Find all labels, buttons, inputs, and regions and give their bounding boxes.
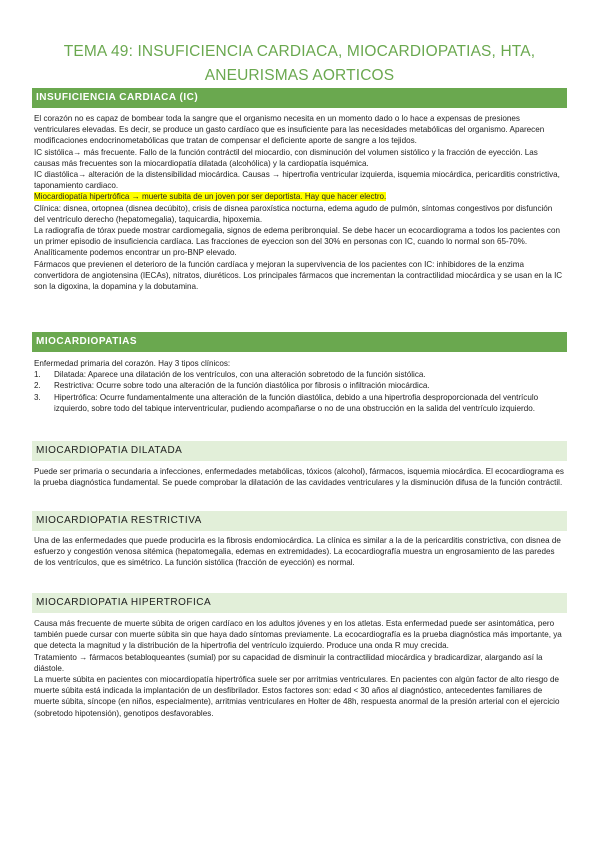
paragraph: La muerte súbita en pacientes con miocardiopatía hipertrófica suele ser por arritmias ventriculares. En pacientes con algún factor de alto riesgo de muerte súbita está indicada la implantación de un desfibrilador. Estos factores son: edad < 30 años al diagnóstico, antecedentes familiares de muerte súbita, síncope (en niños, especialmente), arritmias ventriculares en Holter de 48h, respuesta anormal de la presión arterial con el ejercicio (sobretodo hipotensión), genotipos desfavorables. — [34, 675, 560, 718]
section-body-ic — [34, 113, 565, 292]
list-item-text: Dilatada: Aparece una dilatación de los ventrículos, con una alteración sobretodo de la función sistólica. — [54, 370, 426, 380]
list-number: 3. — [34, 392, 41, 402]
paragraph: IC sistólica→ más frecuente. Fallo de la función contráctil del miocardio, con disminución del volumen sistólico y la fracción de eyección. Las causas más frecuentes son la miocardiopatía dilatada (alcohólica) y la cardiopatía isquémica. — [34, 147, 538, 168]
section-heading-restrictiva: MIOCARDIOPATIA RESTRICTIVA — [32, 511, 567, 531]
section-heading-miocardiopatias: MIOCARDIOPATIAS — [32, 332, 567, 352]
paragraph: IC diastólica→ alteración de la distensibilidad miocárdica. Causas → hipertrofia ventricular izquierda, isquemia miocárdica, pericarditis constrictiva, taponamiento cardiaco. — [34, 170, 560, 191]
list-item — [34, 392, 565, 414]
paragraph: Una de las enfermedades que puede producirla es la fibrosis endomiocárdica. La clínica es similar a la de la pericarditis constrictiva, con disnea de esfuerzo y congestión venosa sitémica (hepatomegalia, edemas en extremidades). La ecocardiografía muestra un engrosamiento de las paredes de los ventrículos, que es simétrico. La función sistólica (fracción de eyección) es normal. — [34, 536, 561, 568]
paragraph: Clínica: disnea, ortopnea (disnea decúbito), crisis de disnea paroxística nocturna, edema agudo de pulmón, síntomas congestivos por disfunción del ventrículo derecho (hepatomegalia), taquicardia, hipoxemia. — [34, 203, 553, 224]
list-number: 1. — [34, 370, 41, 380]
section-body-dilatada — [34, 466, 565, 488]
page-title: TEMA 49: INSUFICIENCIA CARDIACA, MIOCARDIOPATIAS, HTA, ANEURISMAS AORTICOS — [63, 43, 536, 84]
list-item-text: Hipertrófica: Ocurre fundamentalmente una alteración de la función diastólica, debido a una hipertrofia desproporcionada del ventrículo izquierdo, sobre todo del tabique interventricular, pudiendo acompañarse o no de una obstrucción en la salida del ventrículo izquierdo. — [54, 392, 539, 413]
paragraph: Puede ser primaria o secundaria a infecciones, enfermedades metabólicas, tóxicos (alcohol), fármacos, isquemia miocárdica. El ecocardiograma es la prueba diagnóstica fundamental. Se puede comprobar la dilatación de las cavidades ventriculares y la disminución difusa de la función contráctil. — [34, 467, 564, 488]
list-item — [34, 369, 565, 380]
paragraph: El corazón no es capaz de bombear toda la sangre que el organismo necesita en un momento dado o lo hace a expensas de presiones ventriculares elevadas. Es decir, se produce un gasto cardíaco que es insuficiente para las necesidades metabólicas del organismo. Aparecen modificaciones endocrinometabólicas que tratan de compensar el deficiente aporte de sangre a los tejidos. — [34, 114, 545, 146]
section-body-hipertrofica — [34, 618, 565, 719]
section-body-miocardiopatias — [34, 358, 565, 414]
list-item — [34, 380, 565, 391]
highlighted-paragraph — [34, 191, 565, 202]
paragraph: Tratamiento → fármacos betabloqueantes (sumial) por su capacidad de disminuir la contractilidad miocárdica y bradicardizar, alargando así la diástole. — [34, 652, 543, 673]
highlight-text: Miocardiopatía hipertrófica → muerte subita de un joven por ser deportista. Hay que hacer electro. — [34, 192, 387, 202]
list-number: 2. — [34, 381, 41, 391]
paragraph: Fármacos que previenen el deterioro de la función cardíaca y mejoran la supervivencia de los pacientes con IC: inhibidores de la enzima convertidora de angiotensina (IECAs), nitratos, diuréticos. Los principales fármacos que incrementan la contractilidad miocárdica y se usan en la IC son la digoxina, la dopamina y la dobutamina. — [34, 259, 563, 292]
section-body-restrictiva — [34, 535, 565, 569]
paragraph: Enfermedad primaria del corazón. Hay 3 tipos clínicos: — [34, 359, 231, 368]
list-item-text: Restrictiva: Ocurre sobre todo una alteración de la función diastólica por fibrosis o infiltración miocárdica. — [54, 381, 430, 391]
section-heading-dilatada: MIOCARDIOPATIA DILATADA — [32, 441, 567, 461]
paragraph: Causa más frecuente de muerte súbita de origen cardíaco en los adultos jóvenes y en los atletas. Esta enfermedad puede ser asintomática, pero también puede cursar con muerte súbita sin que haya dado síntomas previamente. La ecocardiografía es la prueba diagnóstica más importante, ya que detecta la magnitud y la distribución de la hipertrofia del ventrículo izquierdo. Produce una onda R muy crecida. — [34, 619, 562, 651]
paragraph: La radiografía de tórax puede mostrar cardiomegalia, signos de edema peribronquial. Se debe hacer un ecocardiograma a todos los pacientes con un primer episodio de insuficiencia cardíaca. Las fracciones de eyeccion son del 30% en personas con IC, cuando lo normal son 65-70%. Analíticamente podemos encontrar un pro-BNP elevado. — [34, 226, 560, 258]
types-list — [34, 369, 565, 414]
section-heading-ic: INSUFICIENCIA CARDIACA (IC) — [32, 88, 567, 108]
section-heading-hipertrofica: MIOCARDIOPATIA HIPERTROFICA — [32, 593, 567, 613]
